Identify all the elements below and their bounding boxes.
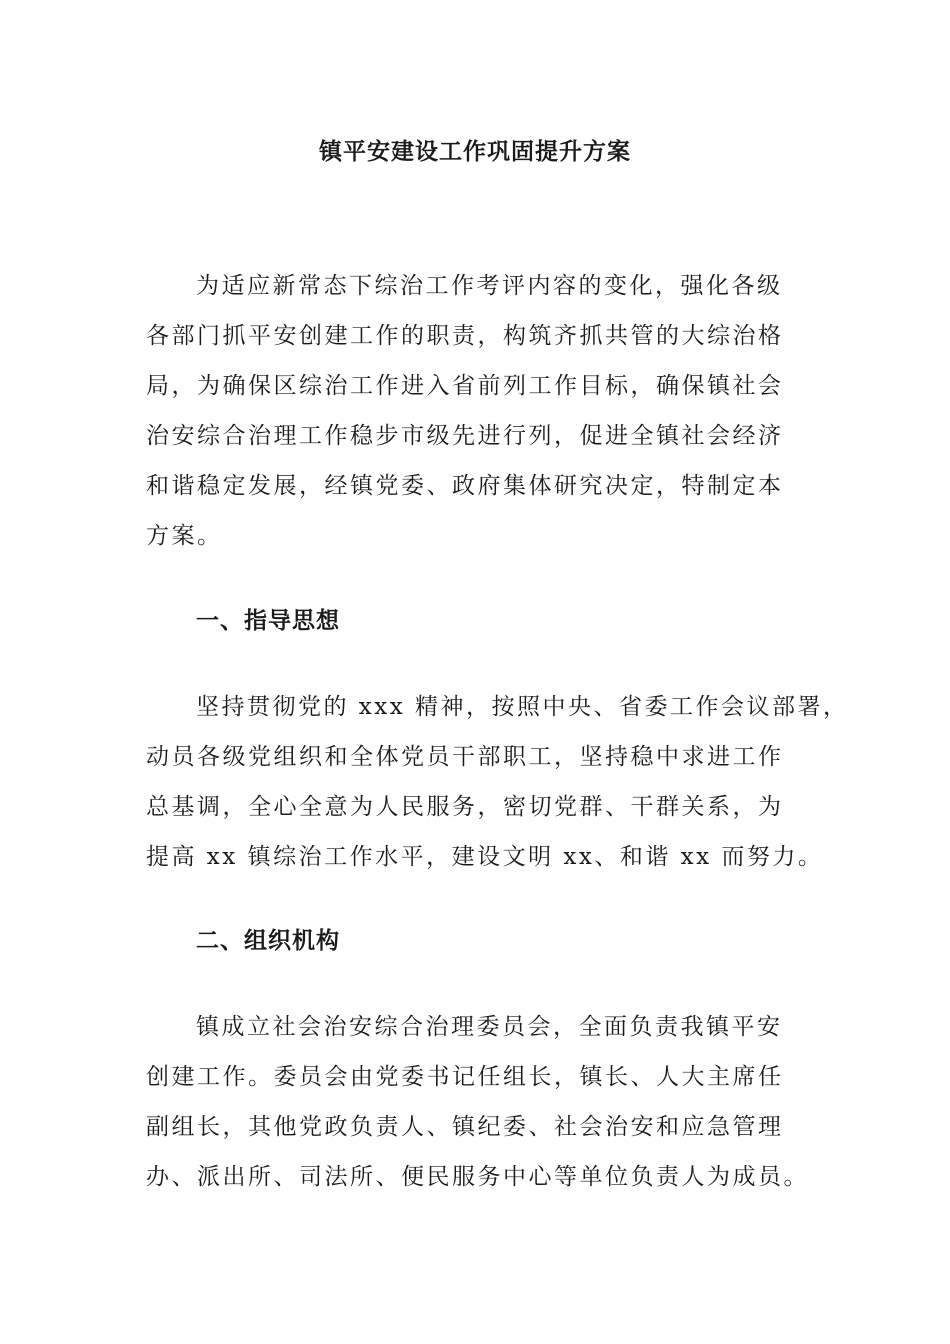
- document-title: 镇平安建设工作巩固提升方案: [319, 139, 631, 165]
- paragraph-line: 坚持贯彻党的 xxx 精神，按照中央、省委工作会议部署，: [196, 694, 849, 720]
- paragraph-line: 治安综合治理工作稳步市级先进行列，促进全镇社会经济: [146, 423, 784, 449]
- paragraph-line: 镇成立社会治安综合治理委员会，全面负责我镇平安: [196, 1014, 783, 1040]
- paragraph-line: 创建工作。委员会由党委书记任组长，镇长、人大主席任: [146, 1064, 784, 1090]
- paragraph-line: 办、派出所、司法所、便民服务中心等单位负责人为成员。: [146, 1164, 809, 1190]
- section-heading-organization: 二、组织机构: [196, 928, 340, 954]
- paragraph-line: 动员各级党组织和全体党员干部职工，坚持稳中求进工作: [146, 744, 784, 770]
- section-heading-guiding-ideology: 一、指导思想: [196, 608, 340, 634]
- paragraph-line: 各部门抓平安创建工作的职责，构筑齐抓共管的大综治格: [146, 323, 784, 349]
- paragraph-line: 方案。: [146, 523, 223, 549]
- paragraph-line: 为适应新常态下综治工作考评内容的变化，强化各级: [196, 273, 783, 299]
- paragraph-line: 和谐稳定发展，经镇党委、政府集体研究决定，特制定本: [146, 473, 784, 499]
- paragraph-line: 局，为确保区综治工作进入省前列工作目标，确保镇社会: [146, 373, 784, 399]
- paragraph-line: 副组长，其他党政负责人、镇纪委、社会治安和应急管理: [146, 1114, 784, 1140]
- organization-paragraph: [146, 1002, 826, 1202]
- guiding-ideology-paragraph: [146, 682, 849, 882]
- intro-paragraph: [146, 261, 826, 561]
- paragraph-line: 提高 xx 镇综治工作水平，建设文明 xx、和谐 xx 而努力。: [146, 844, 824, 870]
- paragraph-line: 总基调，全心全意为人民服务，密切党群、干群关系，为: [146, 794, 784, 820]
